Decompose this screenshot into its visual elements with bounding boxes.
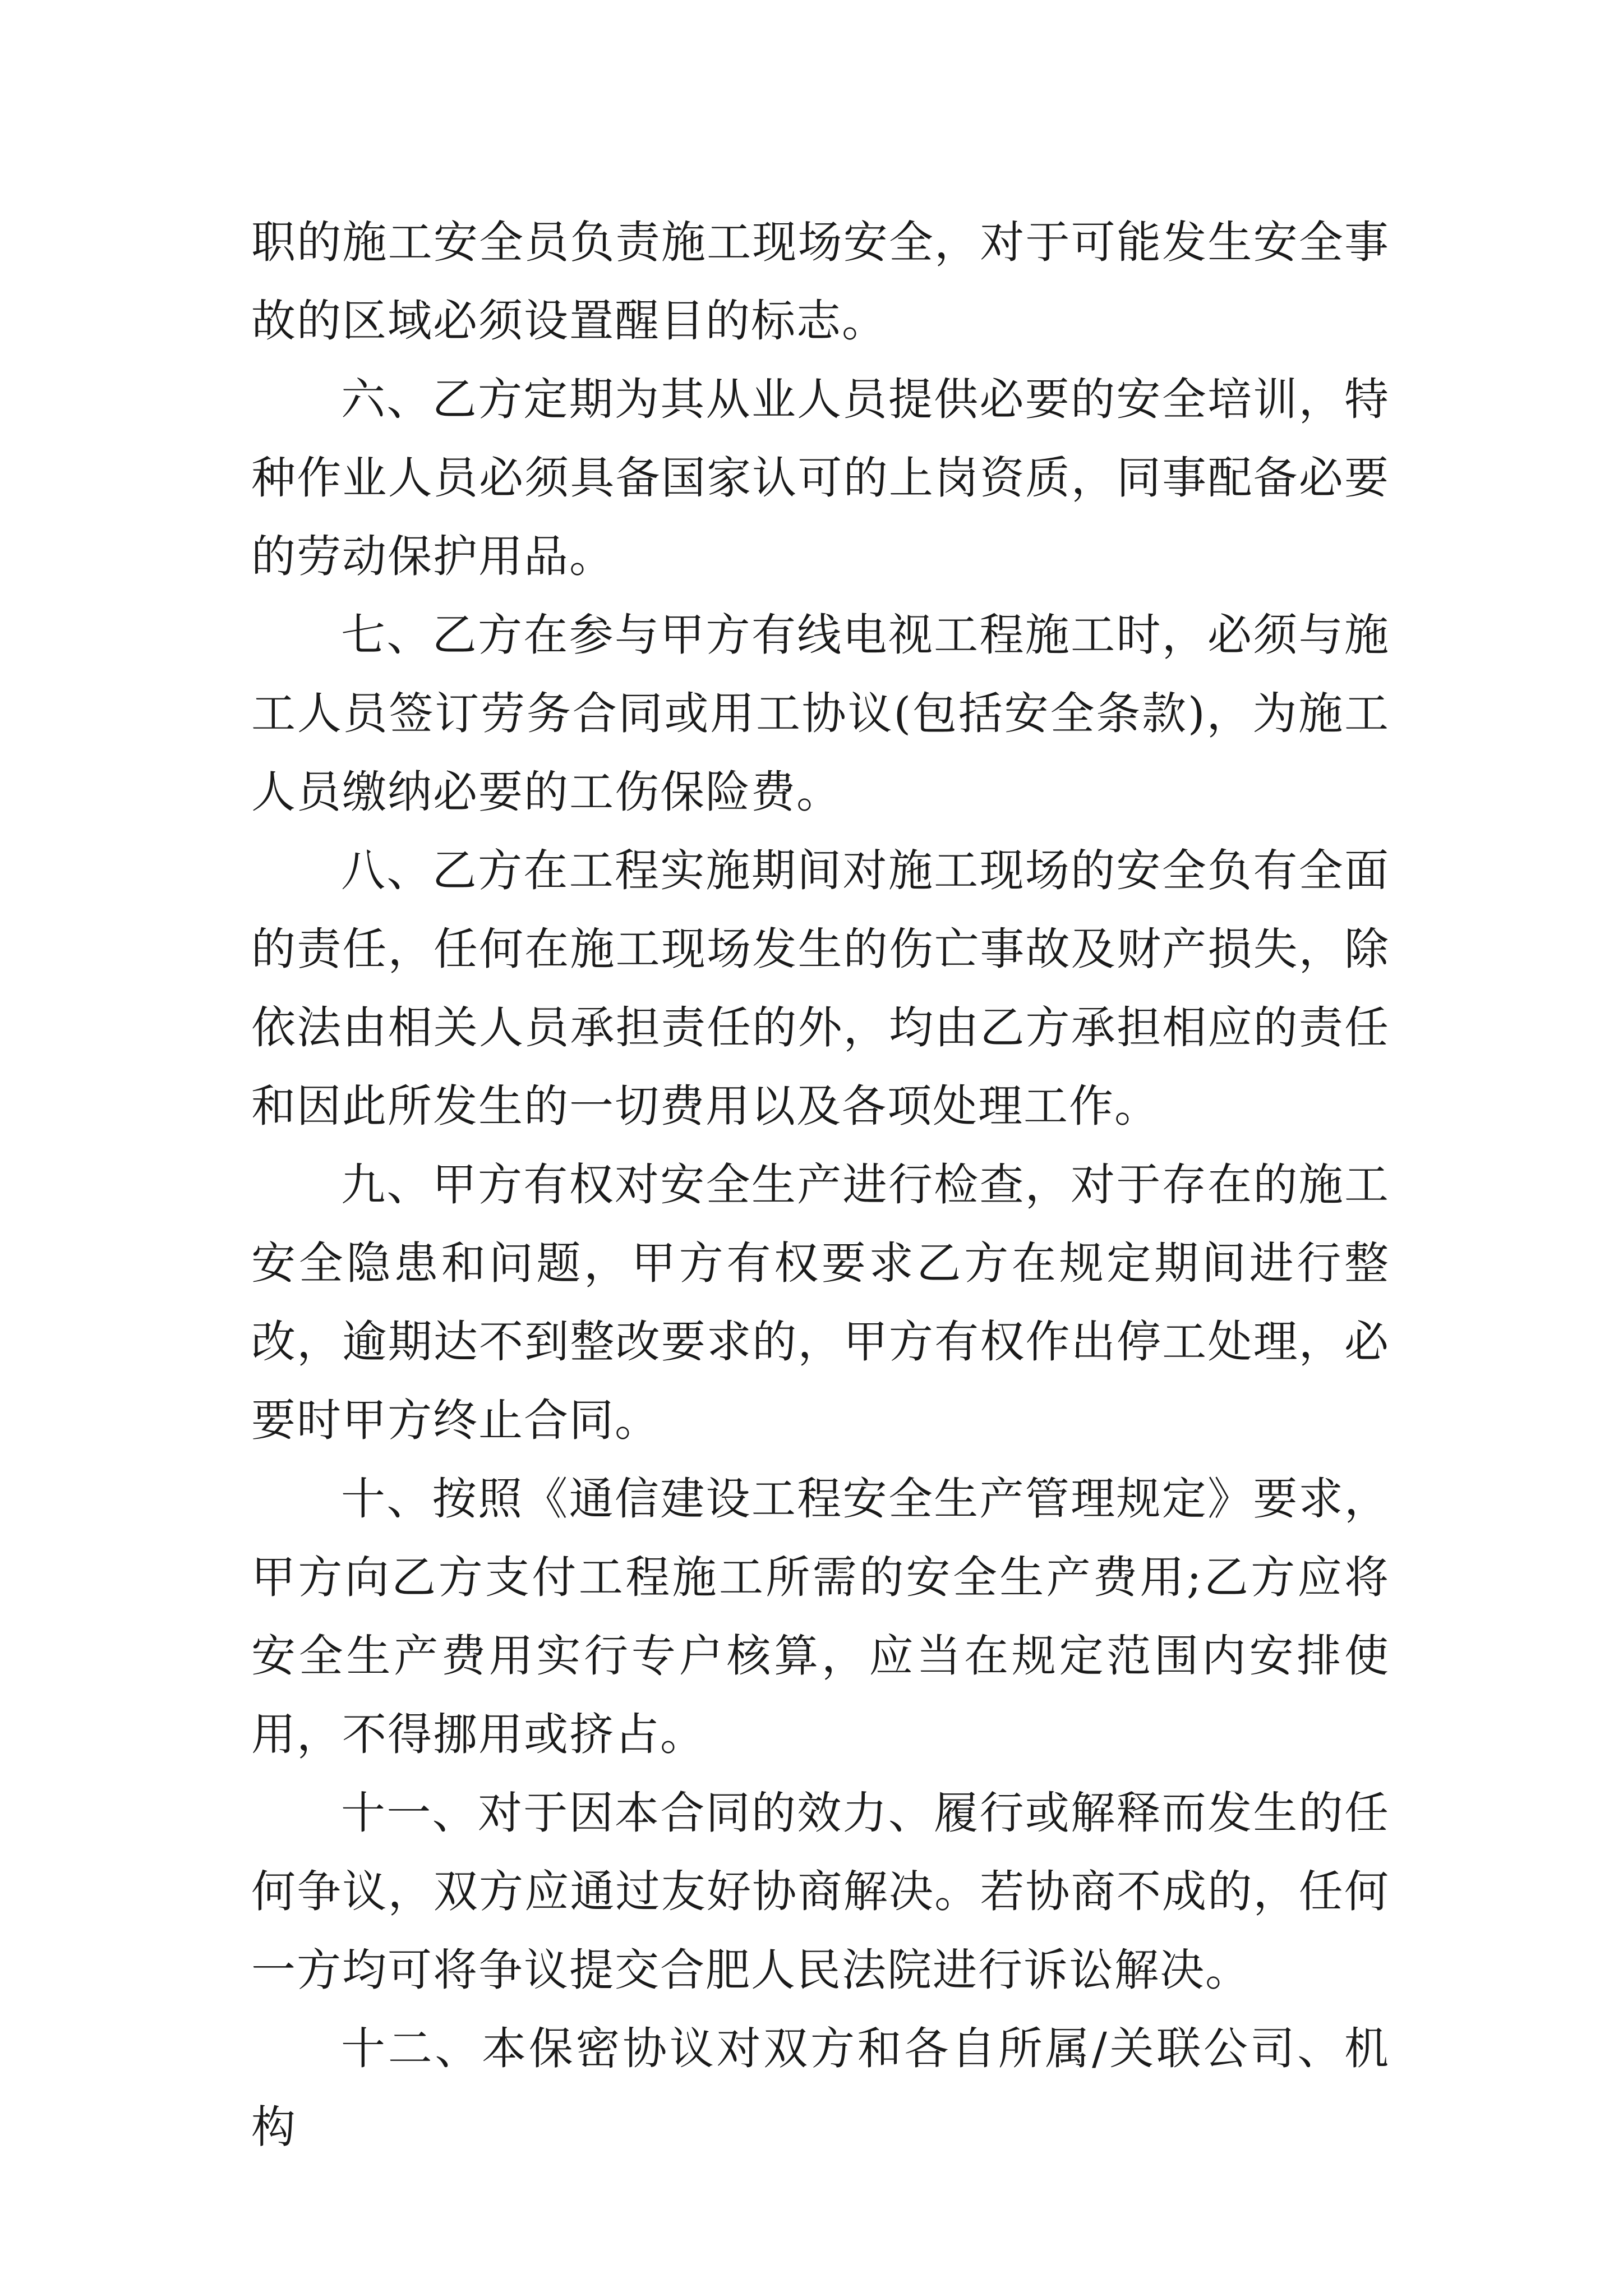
document-body (251, 203, 1390, 2166)
paragraph-continuation: 职的施工安全员负责施工现场安全，对于可能发生安全事故的区域必须设置醒目的标志。 (251, 217, 1390, 347)
paragraph-clause-8: 八、乙方在工程实施期间对施工现场的安全负有全面的责任，任何在施工现场发生的伤亡事故及财产损失，除依法由相关人员承担责任的外，均由乙方承担相应的责任和因此所发生的一切费用以及各项处理工作。 (251, 845, 1390, 1132)
paragraph-clause-10: 十、按照《通信建设工程安全生产管理规定》要求，甲方向乙方支付工程施工所需的安全生产费用;乙方应将安全生产费用实行专户核算，应当在规定范围内安排使用，不得挪用或挤占。 (251, 1473, 1390, 1760)
paragraph-clause-11: 十一、对于因本合同的效力、履行或解释而发生的任何争议，双方应通过友好协商解决。若协商不成的，任何一方均可将争议提交合肥人民法院进行诉讼解决。 (251, 1787, 1390, 1996)
paragraph-clause-6: 六、乙方定期为其从业人员提供必要的安全培训，特种作业人员必须具备国家认可的上岗资质，同事配备必要的劳动保护用品。 (251, 374, 1390, 582)
paragraph-clause-9: 九、甲方有权对安全生产进行检查，对于存在的施工安全隐患和问题，甲方有权要求乙方在规定期间进行整改，逾期达不到整改要求的，甲方有权作出停工处理，必要时甲方终止合同。 (251, 1159, 1390, 1446)
paragraph-clause-7: 七、乙方在参与甲方有线电视工程施工时，必须与施工人员签订劳务合同或用工协议(包括安全条款)，为施工人员缴纳必要的工伤保险费。 (251, 609, 1390, 818)
paragraph-clause-12: 十二、本保密协议对双方和各自所属/关联公司、机构 (251, 2023, 1390, 2153)
